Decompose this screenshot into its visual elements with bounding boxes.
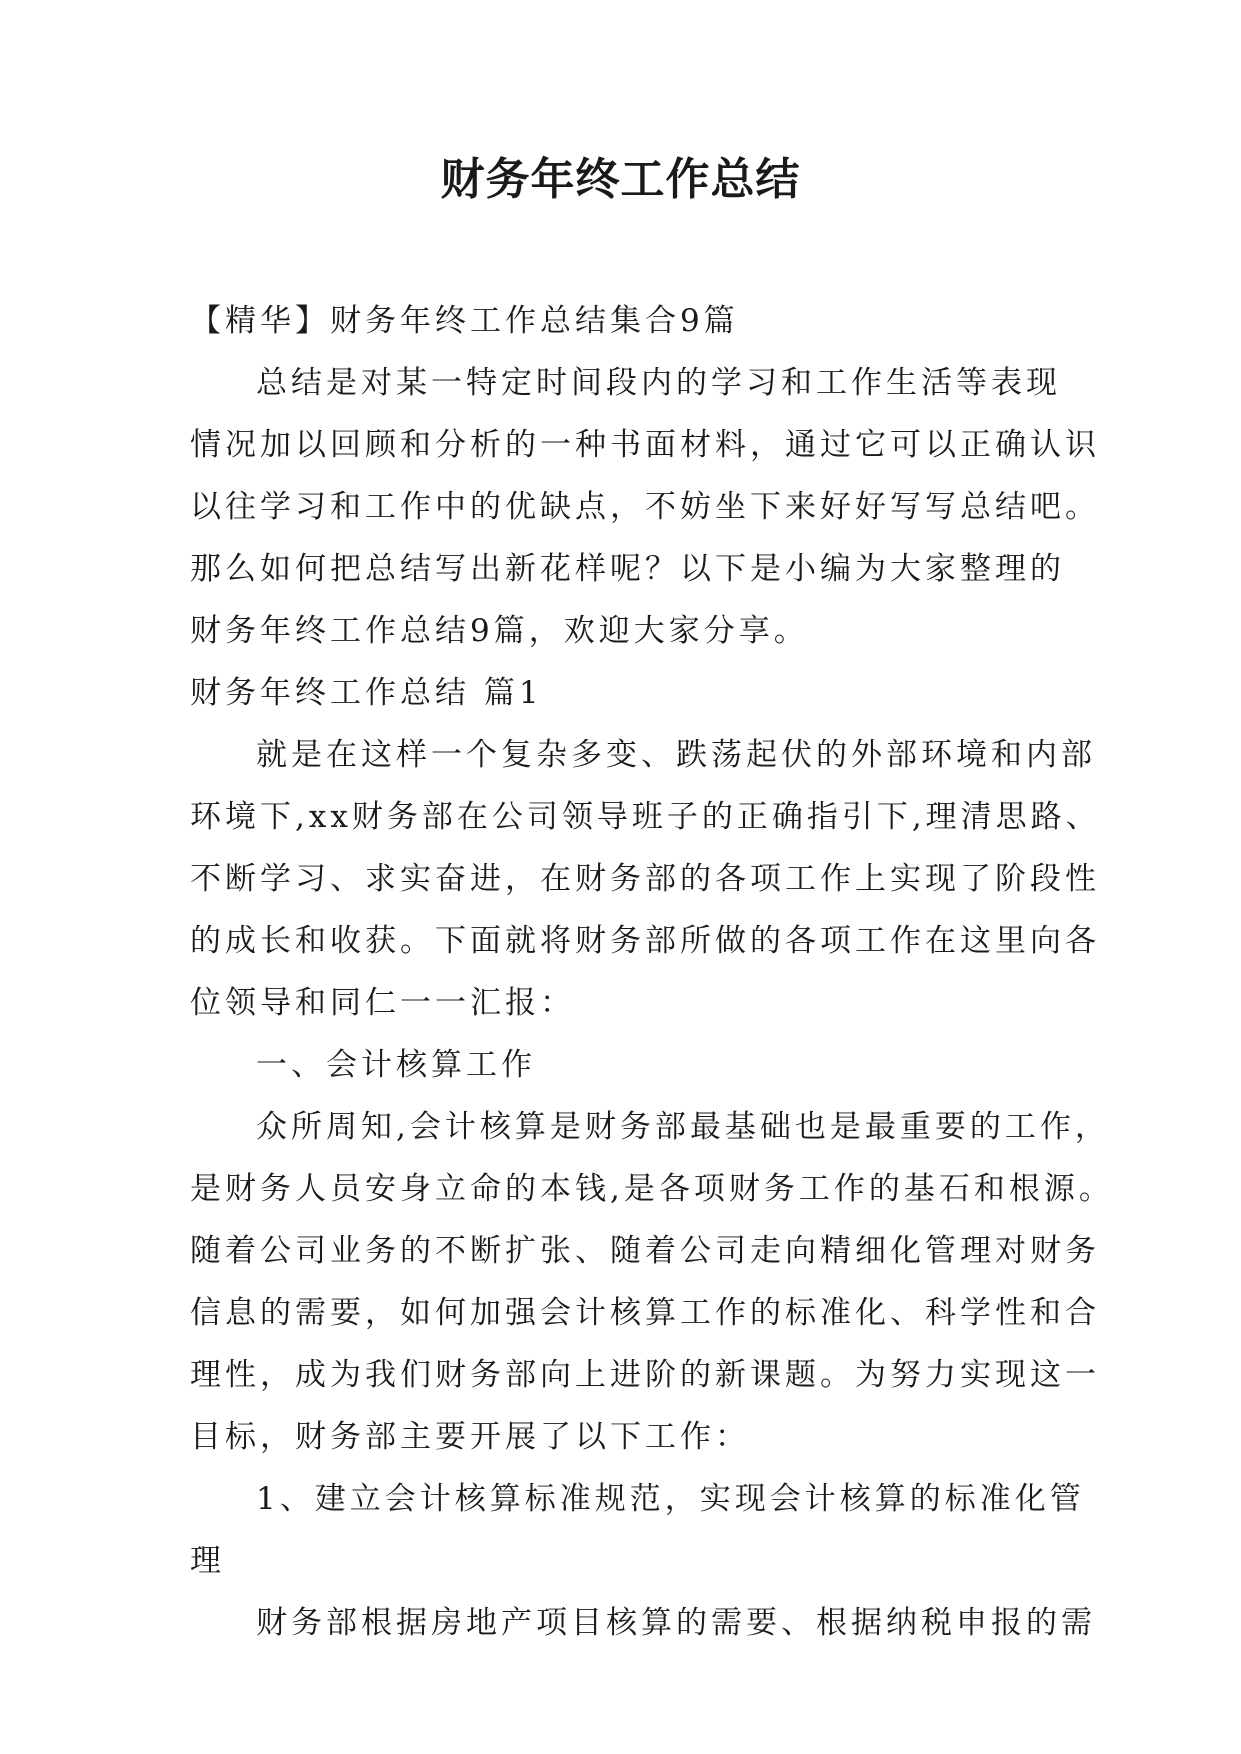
text-line: 环境下,xx财务部在公司领导班子的正确指引下,理清思路、 (190, 799, 1101, 835)
text-line: 财务部根据房地产项目核算的需要、根据纳税申报的需 (256, 1605, 1096, 1641)
text-line: 随着公司业务的不断扩张、随着公司走向精细化管理对财务 (190, 1233, 1100, 1269)
text-line: 以往学习和工作中的优缺点，不妨坐下来好好写写总结吧。 (190, 489, 1100, 525)
text-line: 众所周知,会计核算是财务部最基础也是最重要的工作， (256, 1109, 1110, 1145)
text-line: 信息的需要，如何加强会计核算工作的标准化、科学性和合 (190, 1295, 1100, 1331)
text-line: 财务年终工作总结9篇，欢迎大家分享。 (190, 613, 809, 649)
text-line: 不断学习、求实奋进，在财务部的各项工作上实现了阶段性 (190, 861, 1100, 897)
text-line: 位领导和同仁一一汇报： (190, 985, 575, 1021)
text-line: 的成长和收获。下面就将财务部所做的各项工作在这里向各 (190, 923, 1100, 959)
section-heading: 财务年终工作总结 篇1 (190, 675, 543, 711)
text-line: 就是在这样一个复杂多变、跌荡起伏的外部环境和内部 (256, 737, 1096, 773)
list-item-heading: 1、建立会计核算标准规范，实现会计核算的标准化管 (256, 1481, 1085, 1517)
document-title: 财务年终工作总结 (440, 154, 801, 205)
text-line: 总结是对某一特定时间段内的学习和工作生活等表现 (256, 365, 1061, 401)
text-line: 【精华】财务年终工作总结集合9篇 (190, 303, 739, 339)
text-line: 是财务人员安身立命的本钱,是各项财务工作的基石和根源。 (190, 1171, 1114, 1207)
text-line: 那么如何把总结写出新花样呢？以下是小编为大家整理的 (190, 551, 1065, 587)
text-line: 理性，成为我们财务部向上进阶的新课题。为努力实现这一 (190, 1357, 1100, 1393)
text-line: 目标，财务部主要开展了以下工作： (190, 1419, 750, 1455)
document-body (190, 290, 1114, 1654)
text-line: 理 (190, 1543, 225, 1579)
subsection-heading: 一、会计核算工作 (256, 1047, 536, 1083)
text-line: 情况加以回顾和分析的一种书面材料，通过它可以正确认识 (190, 427, 1100, 463)
